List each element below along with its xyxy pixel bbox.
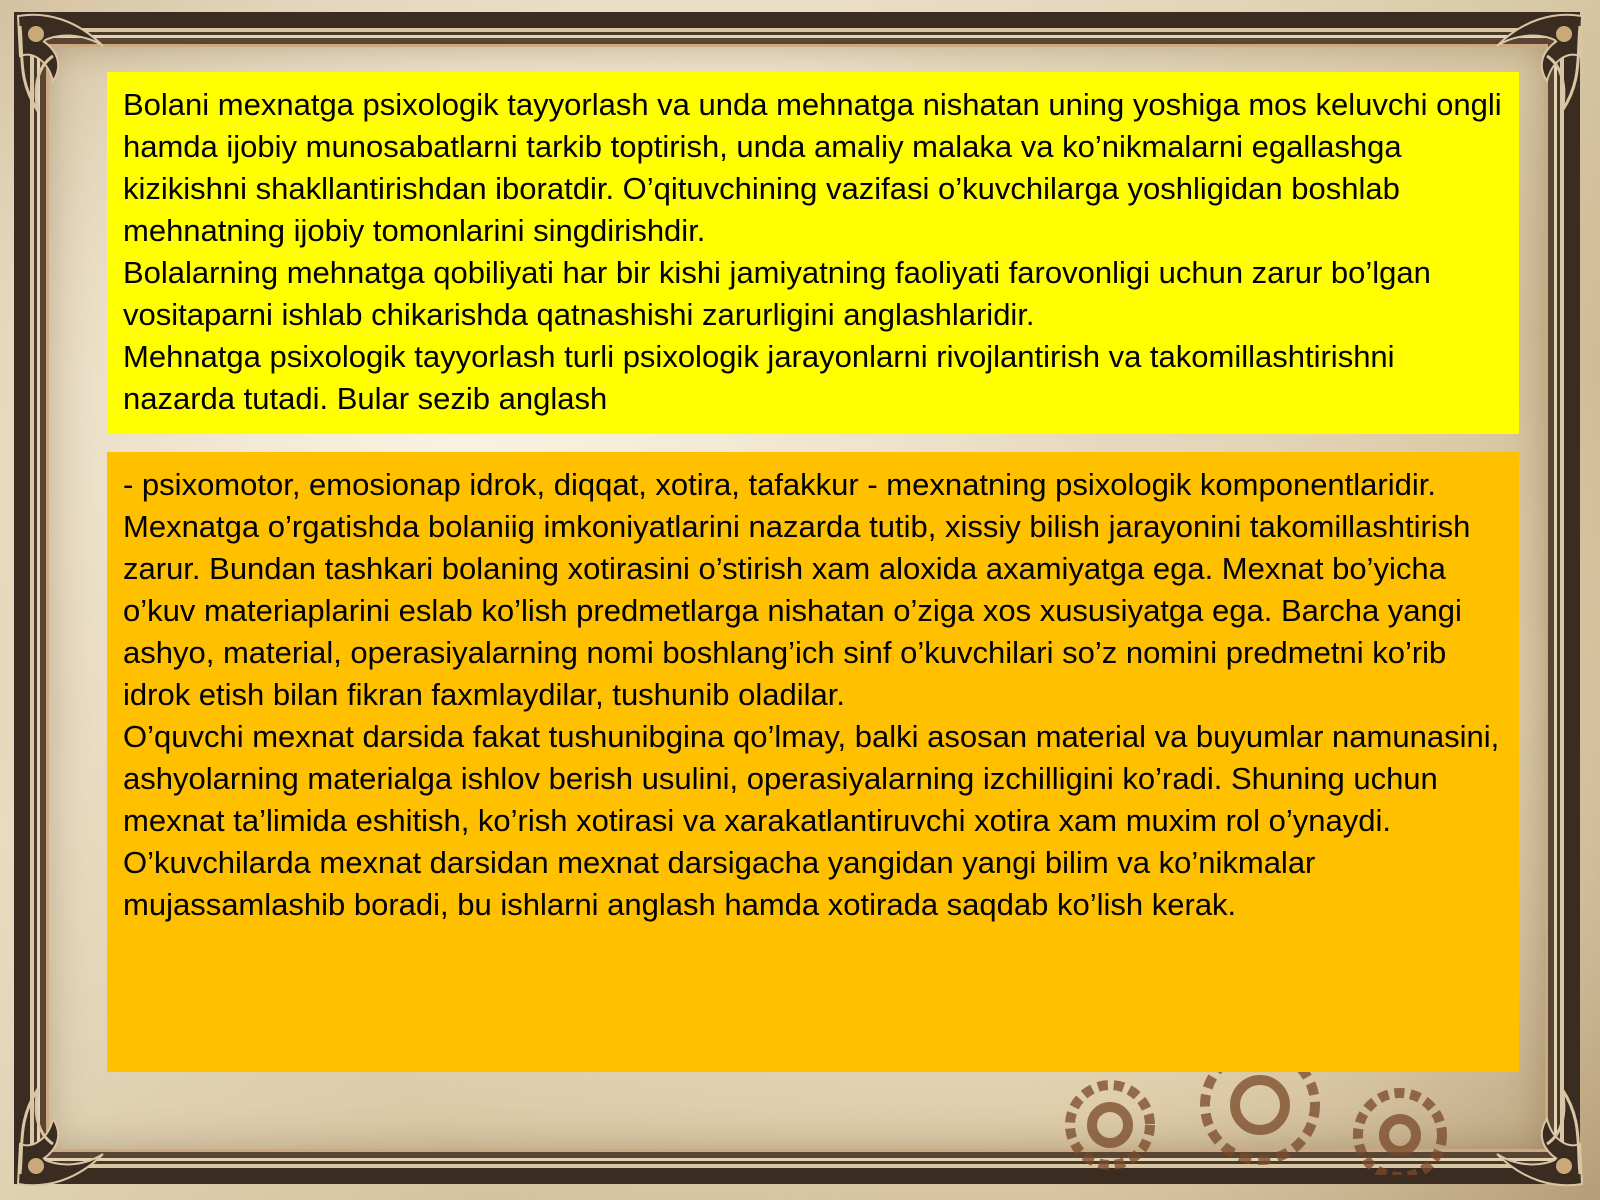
paragraph: O’quvchi mexnat darsida fakat tushunibgina qo’lmay, balki asosan material va buyumlar namunasini, ashyolarning materialga ishlov berish usulini, operasiyalarning izchilligini ko’radi. Shuning uchun mexnat ta’limida eshitish, ko’rish xotirasi va xarakatlantiruvchi xotira xam muxim rol o’ynaydi. O’kuvchilarda mexnat darsidan mexnat darsigacha yangidan yangi bilim va ko’nikmalar mujassamlashib boradi, bu ishlarni anglash hamda xotirada saqdab ko’lish kerak. (123, 719, 1500, 922)
text-box-yellow (107, 72, 1519, 434)
ornament-corner-icon (1472, 1074, 1592, 1194)
paragraph: Mehnatga psixologik tayyorlash turli psixologik jarayonlarni rivojlantirish va takomillashtirishni nazarda tutadi. Bular sezib anglash (123, 339, 1395, 416)
paragraph: - psixomotor, emosionap idrok, diqqat, xotira, tafakkur - mexnatning psixologik komponentlaridir. (123, 467, 1436, 502)
ornament-corner-icon (8, 1074, 128, 1194)
paragraph: Mexnatga o’rgatishda bolaniig imkoniyatlarini nazarda tutib, xissiy bilish jarayonini takomillashtirish zarur. Bundan tashkari bolaning xotirasini o’stirish xam aloxida axamiyatga ega. Mexnat bo’yicha o’kuv materiaplarini eslab ko’lish predmetlarga nishatan o’ziga xos xususiyatga ega. Barcha yangi ashyo, material, operasiyalarning nomi boshlang’ich sinf o’kuvchilari so’z nomini predmetni ko’rib idrok etish bilan fikran faxmlaydilar, tushunib oladilar. (123, 509, 1471, 712)
text-box-orange (107, 452, 1519, 1072)
paragraph: Bolani mexnatga psixologik tayyorlash va unda mehnatga nishatan uning yoshiga mos keluvchi ongli hamda ijobiy munosabatlarni tarkib toptirish, unda amaliy malaka va ko’nikmalarni egallashga kizikishni shakllantirishdan iboratdir. O’qituvchining vazifasi o’kuvchilarga yoshligidan boshlab mehnatning ijobiy tomonlarini singdirishdir. (123, 87, 1502, 248)
paragraph: Bolalarning mehnatga qobiliyati har bir kishi jamiyatning faoliyati farovonligi uchun zarur bo’lgan vositaparni ishlab chikarishda qatnashishi zarurligini anglashlaridir. (123, 255, 1431, 332)
gears-icon (1050, 1065, 1470, 1175)
